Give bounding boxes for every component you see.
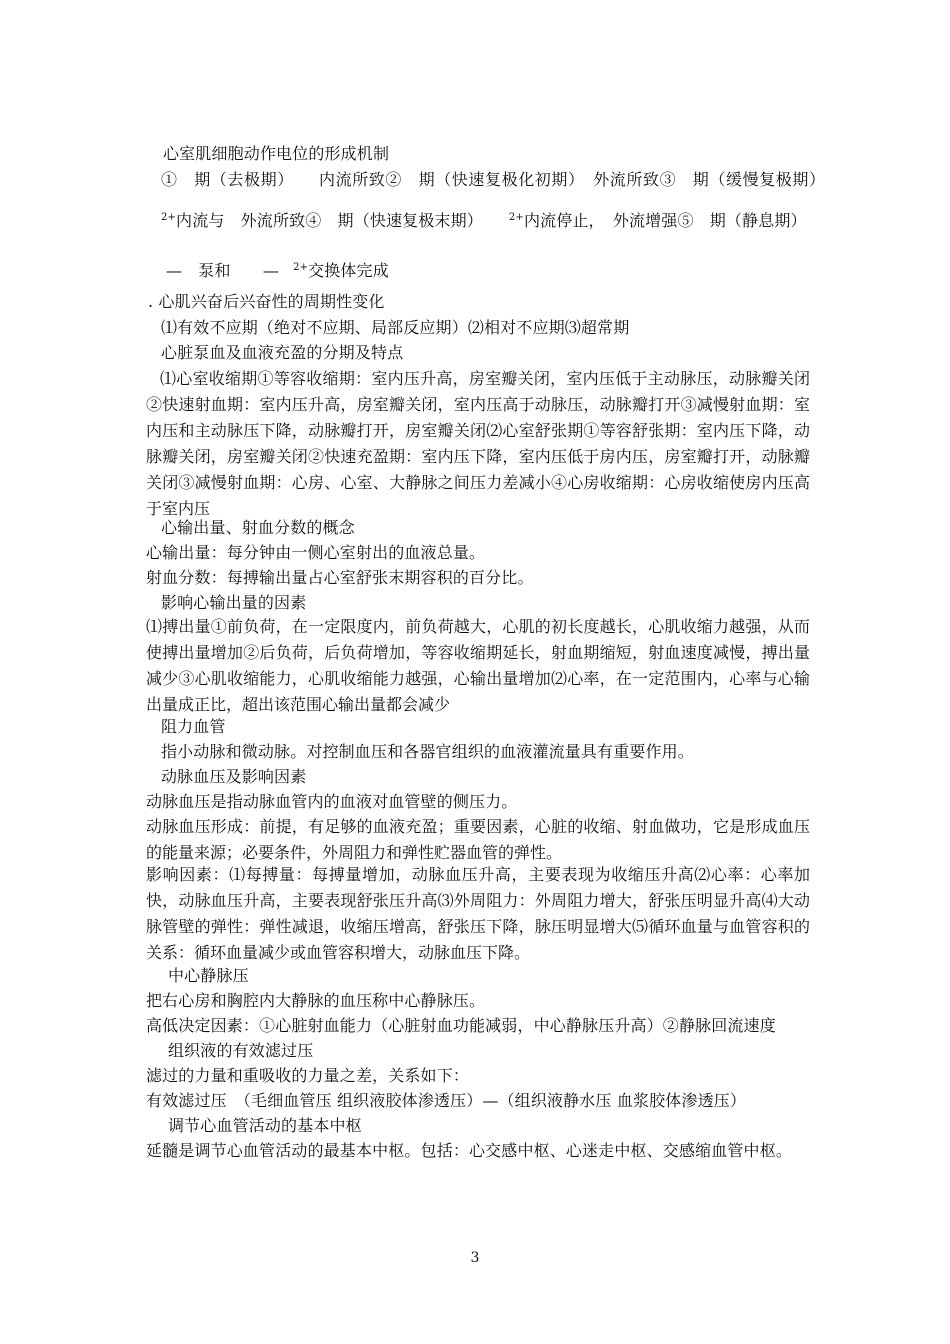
- text-run: 内流停止， 外流增强⑤ 期（静息期）: [523, 211, 807, 230]
- ejection-fraction-definition: 射血分数：每搏输出量占心室舒张末期容积的百分比。: [146, 568, 534, 587]
- arterial-pressure-definition: 动脉血压是指动脉血管内的血液对血管壁的侧压力。: [146, 792, 518, 811]
- heading-ap-mechanism: 心室肌细胞动作电位的形成机制: [163, 144, 390, 163]
- paragraph-text: 影响因素：⑴每搏量：每搏量增加，动脉血压升高，主要表现为收缩压升高⑵心率：心率加快，动脉血压升高，主要表现舒张压升高⑶外周阻力：外周阻力增大，舒张压明显升高⑷大动脉管壁的弹性：弹性减退，收缩压增高，舒张压下降，脉压明显增大⑸循环血量与血管容积的关系：循环血量减少或血管容积增大，动脉血压下降。: [146, 865, 810, 962]
- heading-cvp: 中心静脉压: [168, 966, 249, 985]
- arterial-pressure-formation: [146, 814, 810, 866]
- arterial-pressure-factors: [146, 862, 810, 966]
- heading-cardiac-cycle: 心脏泵血及血液充盈的分期及特点: [161, 343, 404, 362]
- superscript: 2+: [293, 262, 309, 273]
- heading-filtration-pressure: 组织液的有效滤过压: [168, 1041, 314, 1060]
- paragraph-text: ⑴搏出量①前负荷，在一定限度内，前负荷越大，心肌的初长度越长，心肌收缩力越强，从而使搏出量增加②后负荷，后负荷增加，等容收缩期延长，射血期缩短，射血速度减慢，搏出量减少③心肌收缩能力，心肌收缩能力越强，心输出量增加⑵心率，在一定范围内，心率与心输出量成正比，超出该范围心输出量都会减少: [146, 617, 810, 714]
- superscript: 2+: [508, 212, 524, 223]
- cvp-factors: 高低决定因素：①心脏射血能力（心脏射血功能减弱，中心静脉压升高）②静脉回流速度: [146, 1016, 776, 1035]
- filtration-description: 滤过的力量和重吸收的力量之差，关系如下：: [146, 1066, 470, 1085]
- ap-phases-line-2: [161, 208, 807, 231]
- cvp-definition: 把右心房和胸腔内大静脉的血压称中心静脉压。: [146, 991, 486, 1010]
- paragraph-text: 动脉血压形成：前提，有足够的血液充盈；重要因素，心脏的收缩、射血做功，它是形成血压的能量来源；必要条件，外周阻力和弹性贮器血管的弹性。: [146, 817, 810, 862]
- paragraph-text: ⑴心室收缩期①等容收缩期：室内压升高，房室瓣关闭，室内压低于主动脉压，动脉瓣关闭②快速射血期：室内压升高，房室瓣关闭，室内压高于动脉压，动脉瓣打开③减慢射血期：室内压和主动脉压下降，动脉瓣打开，房室瓣关闭⑵心室舒张期①等容舒张期：室内压下降，动脉瓣关闭，房室瓣关闭②快速充盈期：室内压下降，室内压低于房内压，房室瓣打开，动脉瓣关闭③减慢射血期：心房、心室、大静脉之间压力差减小④心房收缩期：心房收缩使房内压高于室内压: [146, 369, 810, 518]
- heading-cardiac-output: 心输出量、射血分数的概念: [161, 518, 355, 537]
- filtration-formula: 有效滤过压 （毛细血管压 组织液胶体渗透压）—（组织液静水压 血浆胶体渗透压）: [146, 1091, 747, 1110]
- cardiac-cycle-paragraph: [146, 366, 810, 522]
- page-number: 3: [470, 1250, 480, 1266]
- heading-arterial-pressure: 动脉血压及影响因素: [161, 767, 307, 786]
- text-run: 交换体完成: [308, 261, 389, 280]
- cv-center-text: 延髓是调节心血管活动的最基本中枢。包括：心交感中枢、心迷走中枢、交感缩血管中枢。: [146, 1141, 793, 1160]
- superscript: 2+: [161, 212, 177, 223]
- cardiac-output-definition: 心输出量：每分钟由一侧心室射出的血液总量。: [146, 543, 486, 562]
- text-run: 内流与 外流所致④ 期（快速复极末期）: [176, 211, 483, 230]
- text-run: — 泵和 —: [166, 261, 280, 280]
- heading-resistance-vessels: 阻力血管: [161, 717, 226, 736]
- ap-phases-line-3: [166, 258, 389, 281]
- ap-phases-line-1: ① 期（去极期） 内流所致② 期（快速复极化初期） 外流所致③ 期（缓慢复极期）: [161, 170, 826, 189]
- heading-cv-center: 调节心血管活动的基本中枢: [168, 1116, 362, 1135]
- output-factors-paragraph: [146, 614, 810, 718]
- resistance-vessels-text: 指小动脉和微动脉。对控制血压和各器官组织的血液灌流量具有重要作用。: [161, 742, 694, 761]
- heading-output-factors: 影响心输出量的因素: [161, 593, 307, 612]
- heading-excitability: . 心肌兴奋后兴奋性的周期性变化: [148, 292, 385, 311]
- refractory-periods: ⑴有效不应期（绝对不应期、局部反应期）⑵相对不应期⑶超常期: [161, 318, 630, 337]
